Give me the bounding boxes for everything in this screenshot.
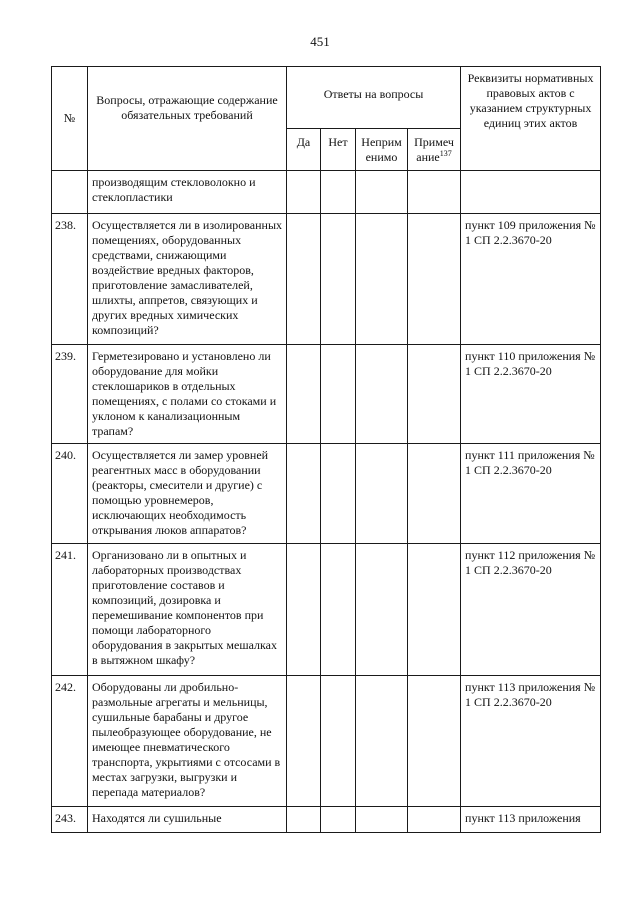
header-yes: Да [287, 129, 321, 171]
row-number: 238. [52, 214, 88, 345]
table-row [52, 544, 601, 676]
row-number: 241. [52, 544, 88, 676]
answer-na-cell[interactable] [356, 345, 408, 444]
header-answers: Ответы на вопросы [287, 67, 461, 129]
header-row [52, 67, 601, 129]
answer-yes-cell[interactable] [287, 171, 321, 214]
row-reference: пункт 113 приложения № 1 СП 2.2.3670-20 [461, 676, 601, 807]
answer-na-cell[interactable] [356, 676, 408, 807]
answer-na-cell[interactable] [356, 171, 408, 214]
answer-yes-cell[interactable] [287, 807, 321, 833]
answer-yes-cell[interactable] [287, 444, 321, 544]
row-reference: пункт 109 приложения № 1 СП 2.2.3670-20 [461, 214, 601, 345]
row-question: Организовано ли в опытных и лабораторных производствах приготовление составов и композиций, дозировка и перемешивание компонентов при помощи лабораторного оборудования в закрытых мешалках в вытяжном шкафу? [88, 544, 287, 676]
header-requisites: Реквизиты нормативных правовых актов с указанием структурных единиц этих актов [461, 67, 601, 171]
table-row [52, 676, 601, 807]
table-row [52, 807, 601, 833]
row-question: Оборудованы ли дробильно-размольные агрегаты и мельницы, сушильные барабаны и другое пылеобразующее оборудование, не имеющее пневматического транспорта, укрытиями с отсосами в местах загрузки, выгрузки и перепада материалов? [88, 676, 287, 807]
answer-no-cell[interactable] [321, 544, 356, 676]
row-question: Находятся ли сушильные [88, 807, 287, 833]
table-row [52, 444, 601, 544]
answer-no-cell[interactable] [321, 444, 356, 544]
row-number: 243. [52, 807, 88, 833]
answer-yes-cell[interactable] [287, 544, 321, 676]
header-questions: Вопросы, отражающие содержание обязательных требований [88, 67, 287, 171]
row-reference: пункт 113 приложения [461, 807, 601, 833]
answer-no-cell[interactable] [321, 171, 356, 214]
row-number: 242. [52, 676, 88, 807]
header-no: Нет [321, 129, 356, 171]
answer-note-cell[interactable] [408, 444, 461, 544]
table-row [52, 214, 601, 345]
answer-no-cell[interactable] [321, 807, 356, 833]
answer-no-cell[interactable] [321, 214, 356, 345]
header-number: № [52, 67, 88, 171]
row-number: 239. [52, 345, 88, 444]
answer-na-cell[interactable] [356, 807, 408, 833]
header-note [408, 129, 461, 171]
answer-yes-cell[interactable] [287, 345, 321, 444]
page-number: 451 [310, 34, 330, 49]
answer-note-cell[interactable] [408, 345, 461, 444]
row-reference: пункт 111 приложения № 1 СП 2.2.3670-20 [461, 444, 601, 544]
answer-na-cell[interactable] [356, 444, 408, 544]
answer-na-cell[interactable] [356, 544, 408, 676]
header-not-applicable: Неприм енимо [356, 129, 408, 171]
answer-note-cell[interactable] [408, 676, 461, 807]
row-reference: пункт 112 приложения № 1 СП 2.2.3670-20 [461, 544, 601, 676]
row-question: Герметезировано и установлено ли оборудование для мойки стеклошариков в отдельных помещениях, с полами со стоками и уклоном к канализационным трапам? [88, 345, 287, 444]
checklist-table [51, 66, 601, 833]
row-reference: пункт 110 приложения № 1 СП 2.2.3670-20 [461, 345, 601, 444]
answer-note-cell[interactable] [408, 544, 461, 676]
section-row [52, 171, 601, 214]
row-question: Осуществляется ли в изолированных помещениях, оборудованных средствами, снижающими воздействие вредных факторов, приготовление замасливателей, шлихты, аппретов, связующих и других вредных химических композиций? [88, 214, 287, 345]
answer-no-cell[interactable] [321, 345, 356, 444]
answer-note-cell[interactable] [408, 214, 461, 345]
footnote-marker: 137 [439, 149, 452, 158]
answer-note-cell[interactable] [408, 171, 461, 214]
table-row [52, 345, 601, 444]
row-question: Осуществляется ли замер уровней реагентных масс в оборудовании (реакторы, смесители и другие) с помощью уровнемеров, исключающих необходимость открывания люков аппаратов? [88, 444, 287, 544]
answer-yes-cell[interactable] [287, 676, 321, 807]
answer-no-cell[interactable] [321, 676, 356, 807]
answer-yes-cell[interactable] [287, 214, 321, 345]
section-title: производящим стекловолокно и стеклопластики [88, 171, 287, 214]
row-number: 240. [52, 444, 88, 544]
header-note-label: Примеч ание [414, 135, 454, 164]
answer-na-cell[interactable] [356, 214, 408, 345]
answer-note-cell[interactable] [408, 807, 461, 833]
